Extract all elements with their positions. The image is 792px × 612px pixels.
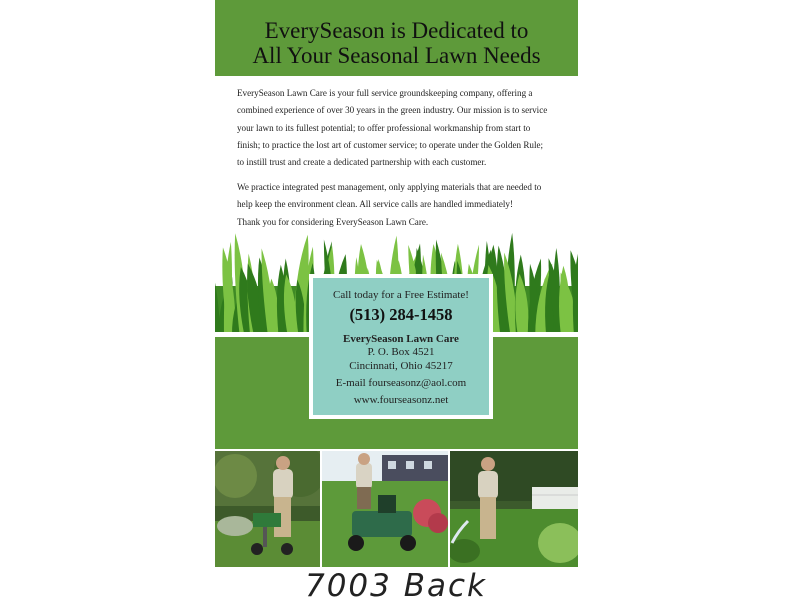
intro-line: finish; to practice the lost art of customer service; to operate under the Golden Rule; — [237, 139, 544, 150]
intro-paragraph — [237, 85, 562, 171]
intro-line: your lawn to its fullest potential; to offer professional workmanship from start to — [237, 122, 531, 133]
cta-text: Call today for a Free Estimate! — [333, 289, 469, 301]
company-name: EverySeason Lawn Care — [343, 333, 459, 345]
pest-management-paragraph — [237, 179, 562, 231]
header-banner — [215, 0, 578, 76]
pest-line: help keep the environment clean. All service calls are handled immediately! — [237, 199, 513, 210]
pest-line: Thank you for considering EverySeason Lawn Care. — [237, 216, 429, 227]
flyer-back — [215, 0, 578, 567]
headline-line-1: EverySeason is Dedicated to — [264, 18, 529, 43]
website-link[interactable]: www.fourseasonz.net — [353, 394, 449, 406]
intro-line: combined experience of over 30 years in the green industry. Our mission is to service — [237, 105, 548, 116]
po-box: P. O. Box 4521 — [367, 346, 435, 358]
headline-line-2: All Your Seasonal Lawn Needs — [252, 43, 541, 68]
pest-line: We practice integrated pest management, only applying materials that are needed to — [237, 182, 542, 192]
email-address[interactable]: E-mail fourseasonz@aol.com — [335, 377, 467, 389]
city-state: Cincinnati, Ohio 45217 — [349, 360, 453, 372]
page-caption: 7003 Back — [304, 568, 487, 604]
photo-aerator-machine — [322, 451, 448, 567]
photo-sprayer-worker — [450, 451, 578, 567]
photo-spreader-worker — [215, 451, 320, 567]
contact-panel — [313, 278, 489, 415]
contact-box — [309, 274, 493, 419]
intro-line: to instill trust and create a dedicated partnership with each customer. — [237, 157, 487, 168]
intro-line: EverySeason Lawn Care is your full service groundskeeping company, offering a — [237, 88, 533, 98]
phone-number[interactable]: (513) 284-1458 — [349, 305, 453, 324]
